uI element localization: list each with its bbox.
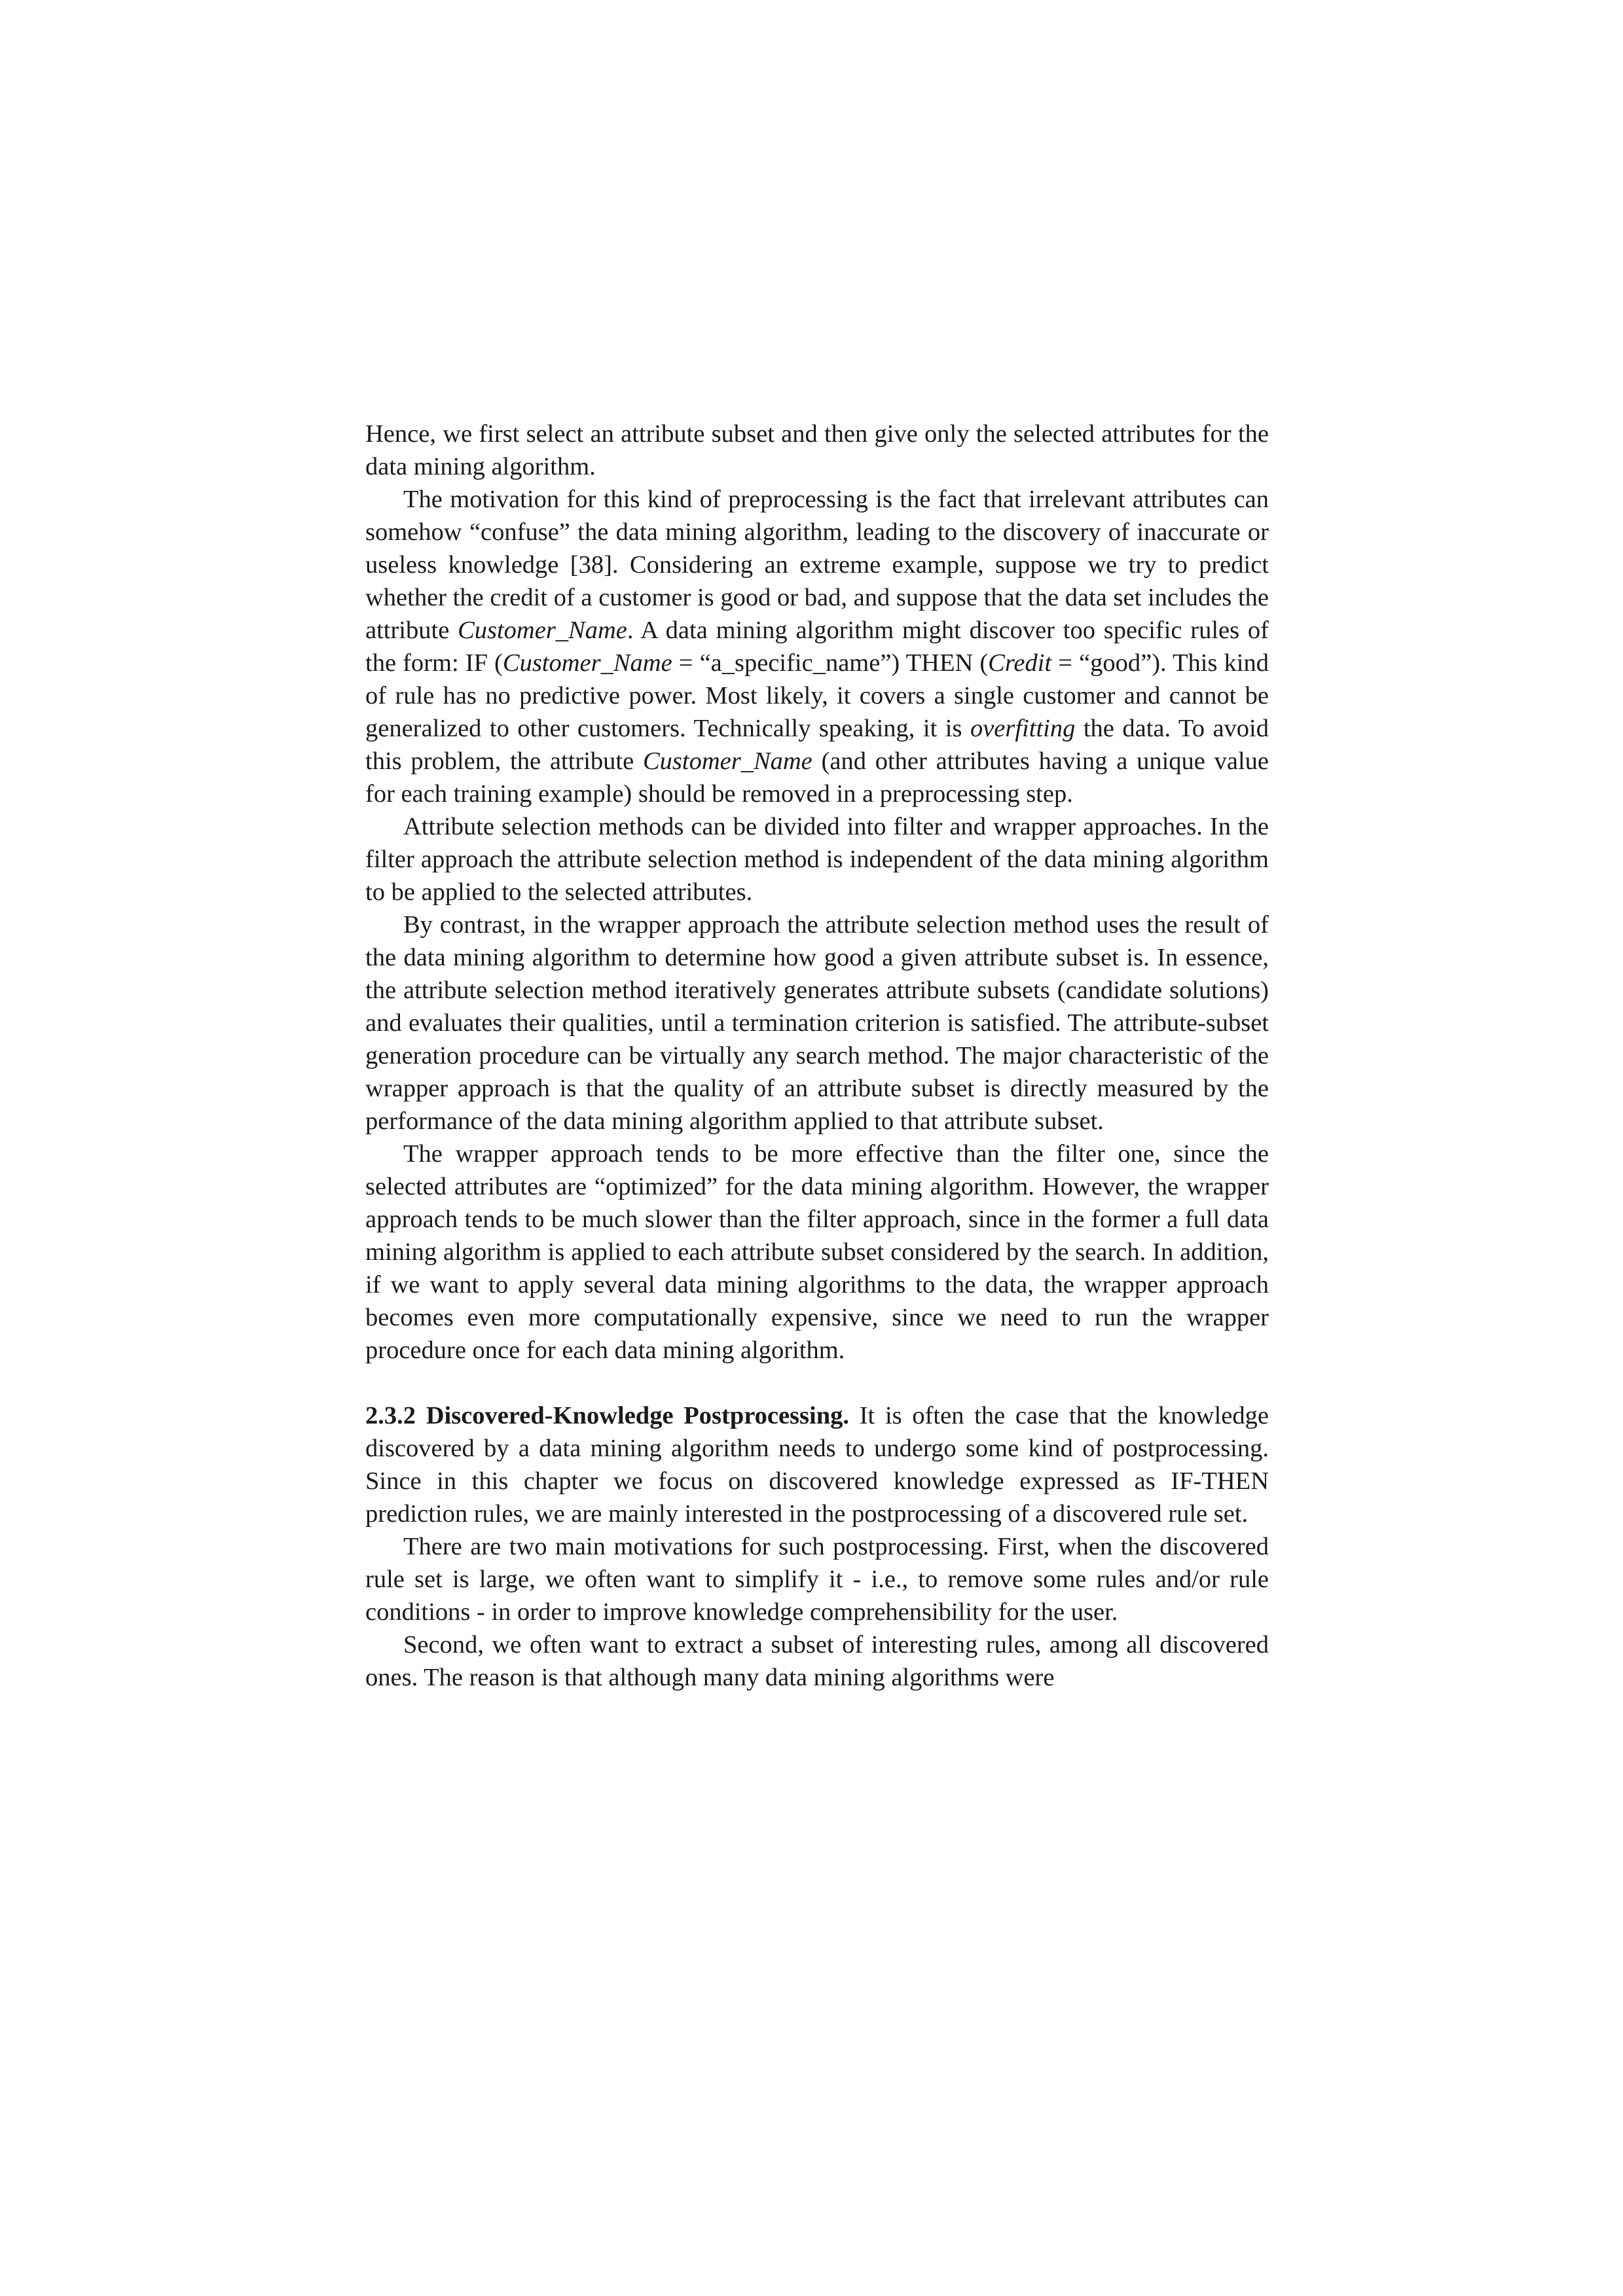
paragraph-1 [365,418,1269,483]
paragraph-8-text: Second, we often want to extract a subset of interesting rules, among all discovered ones. The reason is that although many data mining algorithms were [365,1631,1269,1691]
rule-end: = “good”). This kind of rule has no predictive power. Most likely, it covers a single customer and cannot be generalized to other customers. Technically speaking, it is [365,649,1269,742]
section-heading: 2.3.2 Discovered-Knowledge Postprocessing. [365,1402,849,1429]
paragraph-5 [365,1138,1269,1367]
paragraph-6-text: It is often the case that the knowledge discovered by a data mining algorithm needs to undergo some kind of postprocessing. Since in this chapter we focus on discovered knowledge expressed as IF-THEN prediction rules, we are mainly interested in the postprocessing of a discovered rule set. [365,1402,1269,1528]
paragraph-1-text: Hence, we first select an attribute subset and then give only the selected attributes for the data mining algorithm. [365,420,1269,480]
rule-if: IF ( [465,649,503,677]
paragraph-2-text-b: . A data mining algorithm might discover too specific rules of the form: [365,617,1269,677]
paragraph-2-text-d: (and other attributes having a unique value for each training example) should be removed in a preprocessing step. [365,747,1269,808]
rule-credit-italic: Credit [988,649,1052,677]
paragraph-3 [365,810,1269,908]
body-text [365,418,1269,1694]
rule-middle: = “a_specific_name”) THEN ( [672,649,989,677]
attribute-name-italic-2: Customer_Name [642,747,812,775]
paragraph-7-text: There are two main motivations for such postprocessing. First, when the discovered rule set is large, we often want to simplify it - i.e., to remove some rules and/or rule conditions - in order to improve knowledge comprehensibility for the user. [365,1533,1269,1626]
section-2-3-2-paragraph [365,1399,1269,1530]
paragraph-7 [365,1530,1269,1628]
paragraph-2 [365,483,1269,810]
paragraph-2-text-a: The motivation for this kind of preprocessing is the fact that irrelevant attributes can somehow “confuse” the data mining algorithm, leading to the discovery of inaccurate or useless knowledge [38]. Considering an extreme example, suppose we try to predict whether the credit of a customer is good or bad, and suppose that the data set includes the attribute [365,486,1269,644]
overfitting-italic: overfitting [970,715,1076,742]
paragraph-2-text-c: the data. To avoid this problem, the attribute [365,715,1269,775]
paragraph-4-text: By contrast, in the wrapper approach the attribute selection method uses the result of the data mining algorithm to determine how good a given attribute subset is. In essence, the attribute selection method iteratively generates attribute subsets (candidate solutions) and evaluates their qualities, until a termination criterion is satisfied. The attribute-subset generation procedure can be virtually any search method. The major characteristic of the wrapper approach is that the quality of an attribute subset is directly measured by the performance of the data mining algorithm applied to that attribute subset. [365,911,1269,1135]
paragraph-5-text: The wrapper approach tends to be more effective than the filter one, since the selected attributes are “optimized” for the data mining algorithm. However, the wrapper approach tends to be much slower than the filter approach, since in the former a full data mining algorithm is applied to each attribute subset considered by the search. In addition, if we want to apply several data mining algorithms to the data, the wrapper approach becomes even more computationally expensive, since we need to run the wrapper procedure once for each data mining algorithm. [365,1140,1269,1364]
attribute-name-italic: Customer_Name [458,617,627,644]
paragraph-4 [365,908,1269,1138]
paragraph-3-text: Attribute selection methods can be divided into filter and wrapper approaches. In the filter approach the attribute selection method is independent of the data mining algorithm to be applied to the selected attributes. [365,813,1269,906]
paragraph-8 [365,1628,1269,1694]
rule-attribute-italic: Customer_Name [502,649,672,677]
